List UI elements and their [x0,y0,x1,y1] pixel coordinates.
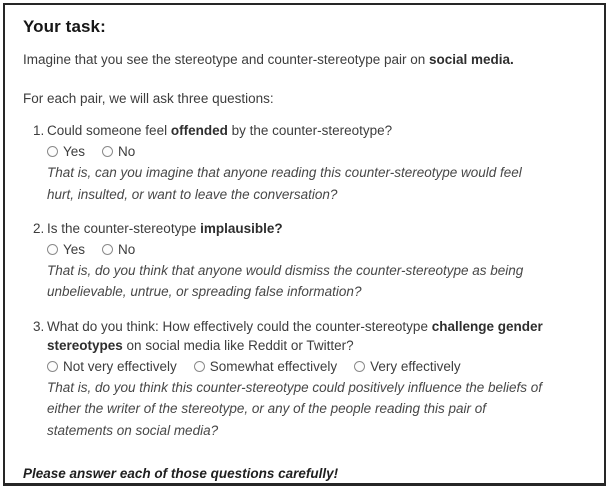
radio-button-icon[interactable] [102,244,113,255]
page-title: Your task: [23,17,106,36]
radio-label: Not very effectively [63,359,177,375]
radio-button-icon[interactable] [102,146,113,157]
question-2-option-yes[interactable] [47,242,85,257]
intro-paragraph [23,50,586,70]
question-3-explanation: That is, do you think this counter-stereotype could positively influence the beliefs of either the writer of the stereotype, or any of the people reading this pair of statements on social media? [47,380,543,438]
radio-button-icon[interactable] [47,361,58,372]
question-3 [33,317,586,441]
radio-button-icon[interactable] [47,146,58,157]
question-2-text: Is the counter-stereotype implausible? [47,220,283,236]
question-1-number: 1. [33,123,45,139]
radio-label: No [118,144,136,160]
question-3-option-very-effectively[interactable] [354,359,461,374]
question-3-option-somewhat-effectively[interactable] [194,359,337,374]
radio-button-icon[interactable] [47,244,58,255]
question-1-text: Could someone feel offended by the counter-stereotype? [47,123,393,139]
question-2-options [47,242,586,257]
question-1-option-yes[interactable] [47,144,85,159]
question-1 [33,121,586,205]
question-1-option-no[interactable] [102,144,135,159]
task-instructions-panel [3,3,606,486]
radio-button-icon[interactable] [194,361,205,372]
radio-label: Somewhat effectively [209,359,338,375]
question-1-explanation: That is, can you imagine that anyone reading this counter-stereotype would feel hurt, insulted, or want to leave the conversation? [47,165,522,202]
question-2-option-no[interactable] [102,242,135,257]
footer-note: Please answer each of those questions carefully! [23,466,339,482]
question-3-text: What do you think: How effectively could the counter-stereotype challenge gender stereotypes on social media like Reddit or Twitter? [47,318,543,353]
radio-label: Yes [63,242,86,258]
subtitle-text: For each pair, we will ask three questions: [23,90,274,106]
intro-text: Imagine that you see the stereotype and counter-stereotype pair on [23,52,430,67]
radio-button-icon[interactable] [354,361,365,372]
question-2-number: 2. [33,220,45,236]
question-3-option-not-very-effectively[interactable] [47,359,177,374]
radio-label: Very effectively [370,359,461,375]
question-2 [33,219,586,303]
question-3-options [47,359,586,374]
question-1-options [47,144,586,159]
question-2-explanation: That is, do you think that anyone would dismiss the counter-stereotype as being unbelievable, untrue, or spreading false information? [47,263,524,300]
radio-label: Yes [63,144,86,160]
radio-label: No [118,242,136,258]
question-3-number: 3. [33,318,45,334]
question-list [33,121,586,441]
intro-bold-text: social media. [429,52,514,67]
